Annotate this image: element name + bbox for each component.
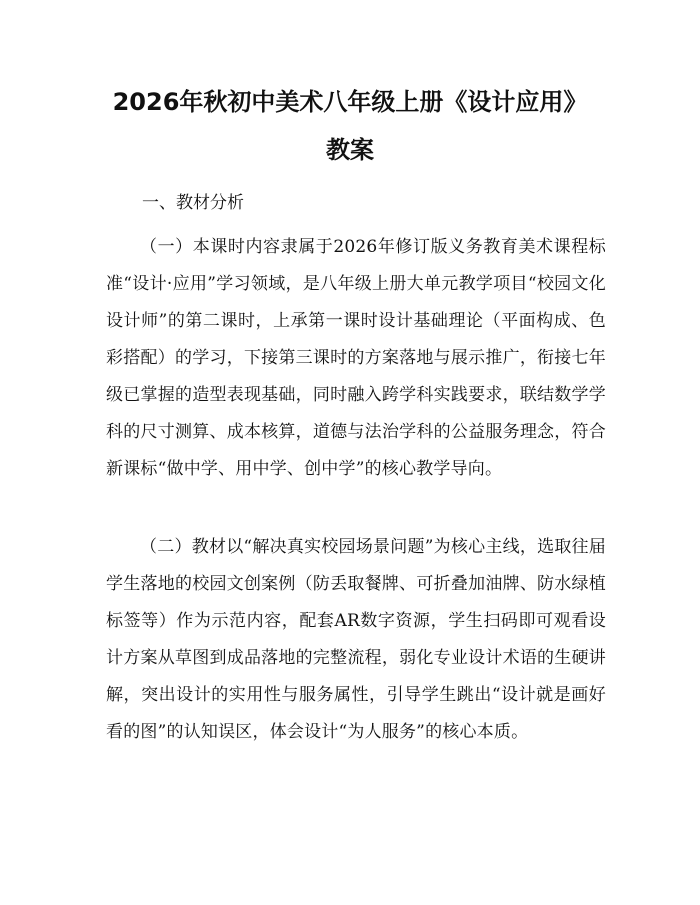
- document-title-line-1: 2026年秋初中美术八年级上册《设计应用》: [112, 88, 588, 116]
- paragraph-2: （二）教材以“解决真实校园场景问题”为核心主线，选取往届学生落地的校园文创案例（防丢取餐牌、可折叠加油牌、防水绿植标签等）作为示范内容，配套AR数字资源，学生扫码即可观看设计方案从草图到成品落地的完整流程，弱化专业设计术语的生硬讲解，突出设计的实用性与服务属性，引导学生跳出“设计就是画好看的图”的认知误区，体会设计“为人服务”的核心本质。: [106, 537, 606, 742]
- document-title-line-2: 教案: [326, 136, 374, 164]
- paragraph-1: （一）本课时内容隶属于2026年修订版义务教育美术课程标准“设计·应用”学习领域，是八年级上册大单元教学项目“校园文化设计师”的第二课时，上承第一课时设计基础理论（平面构成、色彩搭配）的学习，下接第三课时的方案落地与展示推广，衔接七年级已掌握的造型表现基础，同时融入跨学科实践要求，联结数学学科的尺寸测算、成本核算，道德与法治学科的公益服务理念，符合新课标“做中学、用中学、创中学”的核心教学导向。: [106, 237, 606, 479]
- section-heading: 一、教材分析: [142, 193, 244, 213]
